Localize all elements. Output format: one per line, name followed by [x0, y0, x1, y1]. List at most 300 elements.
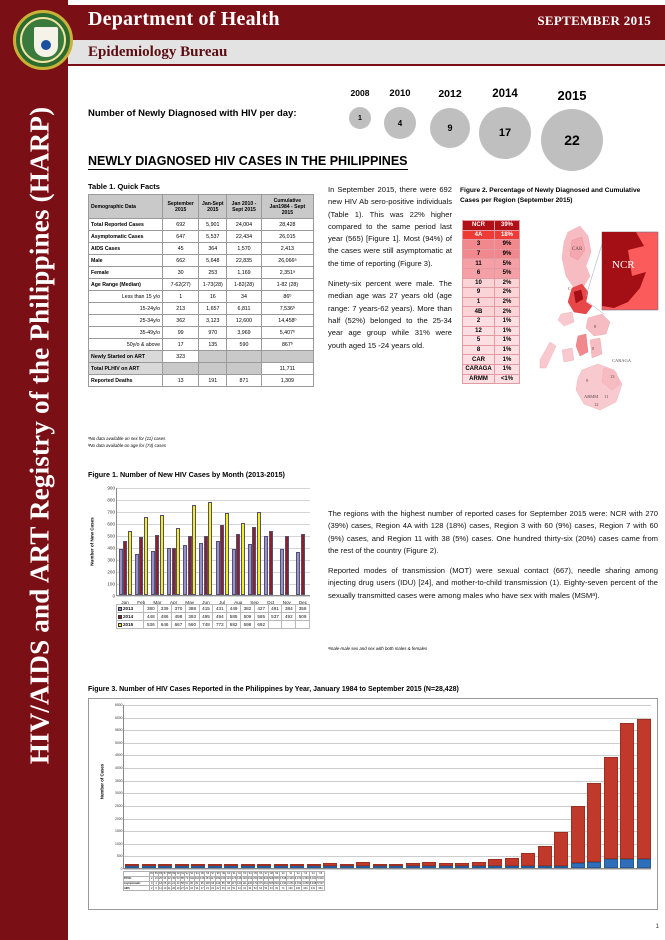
figure3-stacked-bar [620, 723, 634, 868]
figure1-bar [144, 517, 148, 595]
figure3-table-cell: 21 [172, 881, 176, 885]
figure3-table-cell: 54 [264, 886, 268, 890]
figure3-year-header: '14 [309, 872, 317, 877]
figure3-aids-segment [208, 866, 222, 868]
figure3-year-header: '97 [211, 872, 215, 876]
table1-cell: 22,835 [227, 255, 262, 267]
figure1-bar [264, 536, 268, 595]
figure1-bar [135, 554, 139, 595]
figure1-legend-cell: 393 [185, 613, 199, 621]
figure1-legend-row [117, 621, 310, 629]
figure3-year-header: '13 [302, 872, 310, 877]
figure1-bar [192, 505, 196, 595]
figure3-table-cell: 44 [237, 886, 241, 890]
figure3-table-cell: 37 [200, 886, 204, 890]
figure3-ytick: 4000 [114, 766, 123, 771]
page-title: NEWLY DIAGNOSED HIV CASES IN THE PHILIPPINES [88, 154, 408, 168]
figure1-legend-body [117, 605, 310, 629]
figure1-legend-cell [282, 621, 296, 629]
narrative-column-left [328, 184, 452, 360]
figure3-aids-segment [142, 866, 156, 868]
figure3-table-cell: 344 [303, 886, 308, 890]
table1-head [89, 195, 314, 219]
figure3-row-label: AIDS [124, 886, 150, 891]
figure1-bar [269, 531, 273, 595]
figure1-month-group [199, 502, 212, 595]
figure3-table-cell: 805 [274, 877, 279, 881]
figure3-year-header: '11 [287, 872, 295, 877]
figure3-asymptomatic-segment [554, 832, 568, 866]
per-day-label: Number of Newly Diagnosed with HIV per day: [88, 108, 297, 119]
figure3-table-cell: 4,059 [302, 881, 309, 885]
table1-row-label: Less than 15 y/o [89, 291, 163, 303]
table-row [89, 243, 314, 255]
figure3-table-cell: 45 [221, 886, 225, 890]
table1-cell: 26,066ᵃ [261, 255, 313, 267]
figure3-asymptomatic-segment [538, 846, 552, 866]
figure3-ytick: 3000 [114, 791, 123, 796]
figure3-year-header: '99 [221, 872, 225, 876]
figure3-table-cell: 108 [205, 881, 210, 885]
table1-cell: 16 [199, 291, 227, 303]
figure3-table-cell: 34 [227, 886, 231, 890]
figure3-stacked-bar [389, 864, 403, 868]
figure3-ytick: 5500 [114, 728, 123, 733]
figure3-aids-segment [125, 866, 139, 868]
table-row [89, 231, 314, 243]
svg-text:11: 11 [604, 394, 609, 399]
figure2-region-pct: 1% [495, 364, 520, 374]
figure3-stacked-bar [571, 806, 585, 868]
figure3-table-cell: 34 [248, 886, 252, 890]
figure1-month-group [183, 505, 196, 595]
figure3-stacked-bar [257, 864, 271, 868]
table1-cell: 191 [199, 375, 227, 387]
figure3-year-header: '04 [248, 872, 252, 876]
figure3-table-cell: 2 [150, 886, 153, 890]
table1-cell: 867ᵇ [261, 339, 313, 351]
figure3-stacked-bar [241, 864, 255, 868]
figure3-stacked-bar [125, 864, 139, 868]
figure1-legend-row [117, 605, 310, 613]
per-day-bubble: 17 [479, 107, 531, 159]
table1-cell: 2,351ᵃ [261, 267, 313, 279]
page-number: 1 [655, 924, 659, 930]
figure1-legend-cell: 692 [254, 621, 268, 629]
table1-cell [199, 351, 227, 363]
philippines-choropleth-map [528, 210, 660, 450]
figure3-ytick: 1000 [114, 841, 123, 846]
figure3-aids-segment [323, 866, 337, 868]
figure3-table-cell: 34 [195, 886, 199, 890]
table-row [89, 315, 314, 327]
table1-cell: 647 [163, 231, 199, 243]
figure3-ytick: 6000 [114, 715, 123, 720]
figure1-bar [176, 528, 180, 595]
figure3-table-cell: 33 [275, 886, 278, 890]
table1-col-header: Jan-Sept 2015 [199, 195, 227, 219]
figure1-legend-cell: 415 [199, 605, 213, 613]
figure3-table-cell: 19 [176, 886, 180, 890]
table1-cell: 22,434 [227, 231, 262, 243]
table-row [89, 303, 314, 315]
figure1-ytick: 500 [107, 533, 115, 539]
figure3-year-header: '94 [195, 872, 199, 876]
figure2-region-pct: 9% [495, 240, 520, 250]
figure2-region-name: 10 [463, 278, 495, 288]
figure3-table-cell: 44 [176, 881, 180, 885]
table1-cell: 364 [199, 243, 227, 255]
table1-caption: Table 1. Quick Facts [88, 182, 160, 191]
table1-cell: 1,169 [227, 267, 262, 279]
table1-cell [261, 351, 313, 363]
figure1-ytick: 300 [107, 557, 115, 563]
figure3-asymptomatic-segment [637, 719, 651, 859]
figure3-table-cell: 85 [221, 881, 225, 885]
table1-col-header: Demographic Data [89, 195, 163, 219]
quick-facts-table [88, 194, 314, 387]
figure1-ytick: 800 [107, 497, 115, 503]
figure3-aids-segment [637, 859, 651, 868]
table1-cell: 213 [163, 303, 199, 315]
figure1-xtick: Jun [202, 600, 210, 605]
figure3-table-cell: 123 [226, 877, 231, 881]
table1-footnote: ᵃNo data available on sex for (11) cases [88, 436, 166, 441]
table-row [89, 339, 314, 351]
per-day-year-2010 [384, 88, 416, 139]
figure1-bar [216, 541, 220, 595]
table1-row-label: AIDS Cases [89, 243, 163, 255]
figure3-aids-segment [604, 859, 618, 868]
per-day-year-label: 2014 [492, 88, 518, 100]
table-row [89, 363, 314, 375]
organization-title: Department of Health [88, 8, 280, 30]
figure1-xtick: Nov [282, 600, 291, 605]
figure1-legend-cell: 382 [241, 605, 255, 613]
svg-text:CAR: CAR [572, 247, 583, 252]
figure3-stacked-bar [158, 864, 172, 868]
doh-seal-icon [13, 10, 73, 70]
figure1-gridline [117, 500, 310, 501]
figure1-bar [128, 531, 132, 595]
table1-cell: 7,536ᵇ [261, 303, 313, 315]
svg-text:8: 8 [594, 324, 597, 329]
figure3-table-cell: 88 [227, 881, 231, 885]
figure1-bar [280, 549, 284, 595]
figure3-stacked-bar [208, 864, 222, 868]
figure3-table-cell: 25 [163, 881, 167, 885]
figure3-table-cell: 140 [237, 881, 242, 885]
table1-cell: 86ᵇ [261, 291, 313, 303]
figure2-region-pct: 18% [495, 230, 520, 240]
figure3-stacked-bar [175, 864, 189, 868]
figure2-region-pct: 1% [495, 336, 520, 346]
figure3-table-cell: 58 [180, 881, 184, 885]
figure1-legend-cell: 448 [144, 613, 158, 621]
figure3-table-cell: 174 [231, 877, 237, 881]
figure1-xtick: Oct [266, 600, 275, 605]
figure2-region-name: CAR [463, 355, 495, 365]
figure2-region-name: 4B [463, 307, 495, 317]
figure3-table-cell: 85 [180, 877, 184, 881]
svg-text:C: C [604, 261, 608, 266]
figure1-bar [248, 544, 252, 595]
figure1-ytick: 100 [107, 581, 115, 587]
table1-cell: 135 [199, 339, 227, 351]
table-row [89, 375, 314, 387]
per-day-bubble: 9 [430, 108, 470, 148]
figure3-aids-segment [307, 866, 321, 868]
figure3-table-cell: 23 [206, 886, 209, 890]
figure3-gridline [124, 869, 651, 870]
figure3-table-cell: 74 [279, 886, 287, 891]
figure2-region-row [463, 240, 520, 250]
figure1-month-group [119, 531, 132, 595]
figure3-year-header: '15 [317, 872, 325, 877]
figure3-table-cell: 117 [210, 877, 215, 881]
table1-col-header: Jan 2010 - Sept 2015 [227, 195, 262, 219]
figure1-xtick: Jul [219, 600, 226, 605]
bureau-title: Epidemiology Bureau [88, 44, 228, 60]
per-day-bubble: 4 [384, 107, 416, 139]
figure3-stacked-bar [274, 864, 288, 868]
figure2-region-row [463, 249, 520, 259]
figure3-table-cell: 86 [190, 881, 194, 885]
figure3-aids-segment [472, 866, 486, 868]
figure3-year-header: '98 [216, 872, 220, 876]
figure1-chart [88, 484, 314, 659]
figure3-table-cell: 81 [195, 881, 199, 885]
figure2-region-name: 9 [463, 288, 495, 298]
figure3-table-cell: 154 [205, 877, 210, 881]
figure3-year-header: '08 [269, 872, 273, 876]
table1-footnotes [88, 436, 166, 449]
figure1-legend-cell: 682 [227, 621, 241, 629]
figure1-month-group [248, 512, 261, 595]
figure1-xtick: Mar [153, 600, 162, 605]
figure3-table-cell: 190 [288, 886, 293, 890]
figure3-year-header: '02 [237, 872, 241, 876]
table1-header-row [89, 195, 314, 219]
figure3-gridline [124, 718, 651, 719]
figure1-caption: Figure 1. Number of New HIV Cases by Month (2013-2015) [88, 470, 285, 479]
figure3-stacked-bar [290, 864, 304, 868]
figure1-legend-cell: 486 [158, 613, 172, 621]
figure3-year-header: '03 [242, 872, 247, 876]
figure3-stacked-bar [455, 863, 469, 868]
figure3-table-cell: 100 [247, 881, 253, 885]
figure1-gridline [117, 512, 310, 513]
figure3-table-cell: 32 [167, 877, 171, 881]
figure2-region-name: 5 [463, 336, 495, 346]
figure2-region-name: 8 [463, 345, 495, 355]
figure3-table-cell: 10 [154, 877, 158, 881]
figure3-stacked-bar [224, 864, 238, 868]
figure2-region-row [463, 345, 520, 355]
table1-row-label: Total PLHIV on ART [89, 363, 163, 375]
figure1-xtick: May [185, 600, 195, 605]
table1-row-label: Age Range (Median) [89, 279, 163, 291]
figure1-ytick: 400 [107, 545, 115, 551]
figure3-year-header: '10 [279, 872, 287, 877]
narrative-paragraph: The regions with the highest number of reported cases for September 2015 were: NCR with 270 (39%) cases, Region 4A with 128 (18%) cases, Region 3 with 60 (9%) cases, Region 7 with 60 (9%) cases, and Region 11 with 38 (5%) cases. One hundred thirty-six (20%) cases came from the rest of the country (Figure 2). [328, 509, 658, 555]
figure3-year-header: '86 [158, 872, 163, 876]
per-day-year-2014 [479, 88, 531, 159]
figure3-table-cell: 364 [318, 886, 323, 890]
figure1-series-label: 2015 [117, 621, 144, 629]
figure1-bar [139, 537, 143, 595]
figure1-bar [123, 541, 127, 595]
table1-cell: 6,811 [227, 303, 262, 315]
figure2-region-pct: 1% [495, 316, 520, 326]
table1-cell: 14,458ᵇ [261, 315, 313, 327]
table1-cell: 1,309 [261, 375, 313, 387]
figure3-gridline [124, 755, 651, 756]
figure3-table-cell: 33 [269, 886, 273, 890]
figure2-region-name: 11 [463, 259, 495, 269]
figure3-table-cell: 505 [269, 881, 274, 885]
figure3-ytick: 6500 [114, 703, 123, 707]
figure3-table-cell: 52 [253, 886, 257, 890]
figure1-xtick: Aug [234, 600, 243, 605]
figure3-asymptomatic-segment [488, 859, 502, 866]
figure2-region-pct: 2% [495, 288, 520, 298]
table1-cell: 7-62(27) [163, 279, 199, 291]
figure1-legend-cell: 667 [172, 621, 186, 629]
figure3-stacked-bar [191, 864, 205, 868]
figure1-ytick: 600 [107, 521, 115, 527]
figure1-legend-cell: 560 [185, 621, 199, 629]
narrative-paragraph: Reported modes of transmission (MOT) were sexual contact (667), needle sharing among injecting drug users (IDU) [24], and mother-to-child transmission (1). Eighty-seven percent of the sexually transmitted cases were among males who have sex with males (MSMᵃ). [328, 566, 658, 600]
figure3-table-cell: 173 [253, 881, 258, 885]
figure3-table-cell: 6,011 [309, 877, 317, 881]
figure3-year-header: '07 [264, 872, 268, 876]
table1-cell: 99 [163, 327, 199, 339]
figure3-year-header: '95 [200, 872, 204, 876]
svg-text:NCR: NCR [612, 259, 635, 271]
sidebar-title: HIV/AIDS and ART Registry of the Philippines (HARP) [24, 106, 55, 765]
table1-cell: 5,648 [199, 255, 227, 267]
figure1-bar [236, 534, 240, 595]
figure2-region-pct: <1% [495, 374, 520, 384]
figure3-table-cell: 0 [150, 881, 153, 885]
figure2-region-row [463, 336, 520, 346]
figure2-region-name: 12 [463, 326, 495, 336]
figure3-asymptomatic-segment [521, 853, 535, 866]
figure1-series-label: 2014 [117, 613, 144, 621]
figure3-year-header: '84 [150, 872, 154, 876]
figure3-table-cell: 230 [253, 877, 258, 881]
figure1-legend-cell: 449 [227, 605, 241, 613]
narrative-paragraph: In September 2015, there were 692 new HIV Ab sero-positive individuals (Table 1). This was 22% higher compared to the same period last year (565) [Figure 1]. Most (94%) of the cases were still asymptomatic at the time of reporting (Figure 3). [328, 185, 452, 268]
figure3-gridline [124, 768, 651, 769]
table1-cell: 1-82 (28) [261, 279, 313, 291]
figure1-bar [301, 534, 305, 595]
figure1-legend-cell: 370 [172, 605, 186, 613]
figure1-gridline [117, 488, 310, 489]
table1-cell: 26,015 [261, 231, 313, 243]
table1-cell: 692 [163, 219, 199, 231]
figure3-ytick: 1500 [114, 829, 123, 834]
figure3-year-header: '89 [171, 872, 176, 876]
figure3-table-cell: 5,408 [309, 881, 317, 885]
figure3-gridline [124, 743, 651, 744]
table1-row-label: Female [89, 267, 163, 279]
figure3-table-cell: 144 [215, 881, 221, 885]
figure3-stacked-bar [307, 864, 321, 868]
figure2-region-pct: 1% [495, 326, 520, 336]
figure3-gridline [124, 781, 651, 782]
figure3-table-cell: 64 [259, 886, 263, 890]
table1-cell [227, 351, 262, 363]
figure3-aids-segment [158, 866, 172, 868]
figure3-table-cell: 342 [263, 877, 269, 881]
figure3-table-cell: 4,384 [302, 877, 309, 881]
figure2-region-pct: 5% [495, 268, 520, 278]
figure1-bar [208, 502, 212, 595]
figure3-table-cell: 95 [200, 881, 204, 885]
figure2-region-table [462, 220, 520, 384]
figure1-bar [220, 525, 224, 595]
figure2-region-row [463, 374, 520, 384]
figure1-legend-cell: 388 [185, 605, 199, 613]
figure3-aids-segment [439, 866, 453, 868]
figure2-region-name: 6 [463, 268, 495, 278]
figure2-region-name: ARMM [463, 374, 495, 384]
figure3-aids-segment [554, 866, 568, 868]
per-day-year-2012 [430, 88, 470, 148]
per-day-year-label: 2015 [557, 88, 587, 103]
figure1-legend-cell: 585 [227, 613, 241, 621]
figure3-table-cell: 148 [237, 877, 242, 881]
table1-cell: 45 [163, 243, 199, 255]
figure3-stacked-bar [356, 862, 370, 868]
figure3-aids-segment [340, 866, 354, 868]
figure3-caption: Figure 3. Number of HIV Cases Reported in the Philippines by Year, January 1984 to September 2015 (N=28,428) [88, 686, 459, 693]
figure1-bar [155, 535, 159, 595]
table1-cell [199, 363, 227, 375]
table1-cell: 30 [163, 267, 199, 279]
figure1-xtick: Feb [137, 600, 146, 605]
figure3-asymptomatic-segment [604, 757, 618, 859]
figure3-chart [88, 698, 658, 910]
figure1-month-group [280, 536, 293, 595]
table-row [89, 255, 314, 267]
table1-cell: 34 [227, 291, 262, 303]
figure1-legend-cell: 509 [296, 613, 310, 621]
figure2-region-name: CARAGA [463, 364, 495, 374]
figure3-gridline [124, 705, 651, 706]
per-day-year-label: 2010 [389, 88, 411, 99]
figure1-bar [225, 513, 229, 595]
table1-row-label: 50y/o & above [89, 339, 163, 351]
figure2-region-row [463, 355, 520, 365]
table1-cell: 590 [227, 339, 262, 351]
figure3-ytick: 2500 [114, 803, 123, 808]
figure1-legend-cell [296, 621, 310, 629]
figure1-xtick: Jan [121, 600, 129, 605]
figure1-month-group [264, 531, 277, 595]
figure3-aids-segment [521, 866, 535, 868]
figure1-month-group [151, 515, 164, 595]
figure3-stacked-bar [521, 853, 535, 868]
figure1-bar [204, 536, 208, 595]
figure1-series-swatch [118, 607, 122, 611]
per-day-year-2015 [541, 88, 603, 171]
svg-text:13: 13 [610, 374, 615, 379]
figure1-bar [188, 536, 192, 595]
figure3-table-cell: 51 [185, 881, 189, 885]
